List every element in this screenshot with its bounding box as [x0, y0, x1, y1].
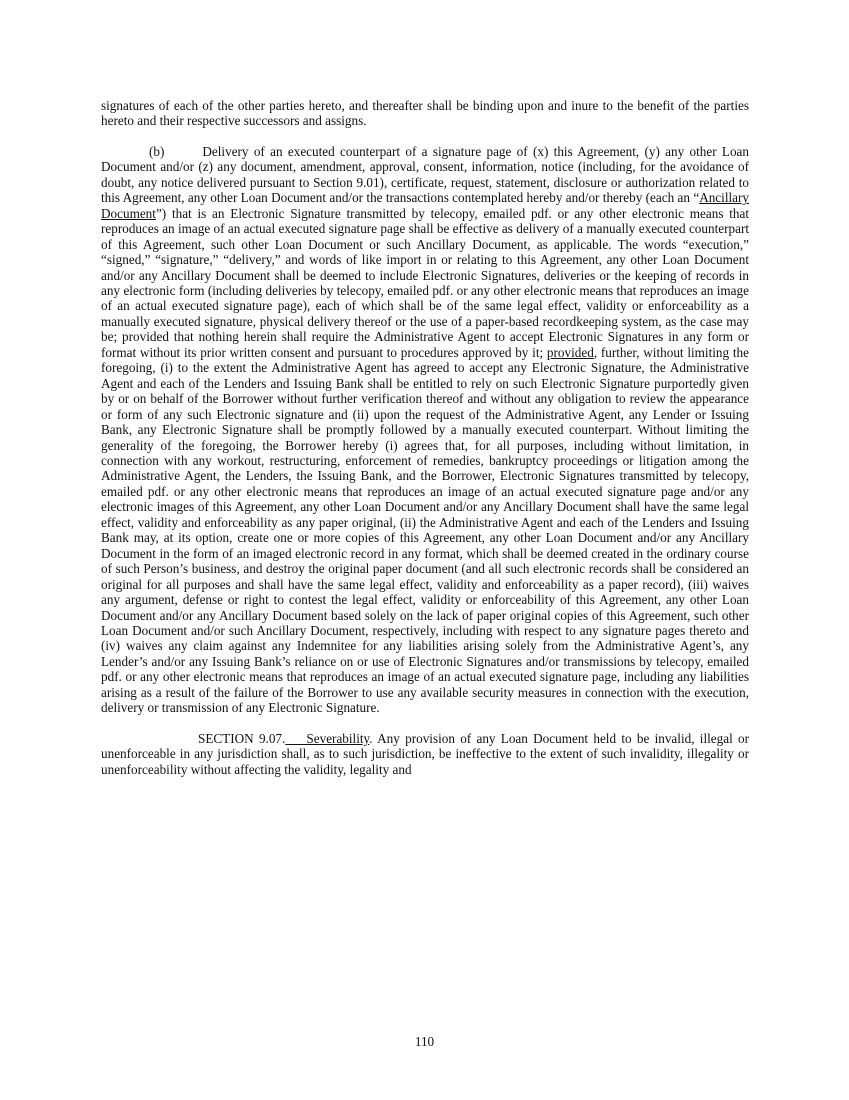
intro-paragraph: signatures of each of the other parties hereto, and thereafter shall be binding upon and inure to the benefit of the parties hereto and their respective successors and assigns. [101, 98, 749, 129]
section-number: SECTION 9.07. [198, 730, 286, 746]
paragraph-b-text-3: , further, without limiting the foregoing, (i) to the extent the Administrative Agent has agreed to accept any Electronic Signature, the Administrative Agent and each of the Lenders and Issuing Bank shall be entitled to rely on such Electronic Signature purportedly given by or on behalf of the Borrower without further verification thereof and without any obligation to review the appearance or form of any such Electronic signature and (ii) upon the request of the Administrative Agent, any Lender or Issuing Bank, any Electronic Signature shall be promptly followed by a manually executed counterpart. Without limiting the generality of the foregoing, the Borrower hereby (i) agrees that, for all purposes, including without limitation, in connection with any workout, restructuring, enforcement of remedies, bankruptcy proceedings or litigation among the Administrative Agent, the Lenders, the Issuing Bank, and the Borrower, Electronic Signatures transmitted by telecopy, emailed pdf. or any other electronic means that reproduces an image of an actual executed signature page and/or any electronic images of this Agreement, any other Loan Document and/or any Ancillary Document shall have the same legal effect, validity and enforceability as any paper original, (ii) the Administrative Agent and each of the Lenders and Issuing Bank may, at its option, create one or more copies of this Agreement, any other Loan Document and/or any Ancillary Document in the form of an imaged electronic record in any format, which shall be deemed created in the ordinary course of such Person’s business, and destroy the original paper document (and all such electronic records shall be considered an original for all purposes and shall have the same legal effect, validity and enforceability as a paper record), (iii) waives any argument, defense or right to contest the legal effect, validity or enforceability of this Agreement, any other Loan Document and/or any Ancillary Document based solely on the lack of paper original copies of this Agreement, such other Loan Document and/or such Ancillary Document, respectively, including with respect to any signature pages thereto and (iv) waives any claim against any Indemnitee for any liabilities arising solely from the Administrative Agent’s, any Lender’s and/or any Issuing Bank’s reliance on or use of Electronic Signatures and/or transmissions by telecopy, emailed pdf. or any other electronic means that reproduces an image of an actual executed signature page, including any liabilities arising as a result of the failure of the Borrower to use any available security measures in connection with the execution, delivery or transmission of any Electronic Signature. [101, 344, 749, 716]
paragraph-b [101, 144, 749, 716]
paragraph-b-text-2: ”) that is an Electronic Signature transmitted by telecopy, emailed pdf. or any other electronic means that reproduces an image of an actual executed signature page shall be effective as delivery of a manually executed counterpart of this Agreement, such other Loan Document or such Ancillary Document, as applicable. The words “execution,” “signed,” “signature,” “delivery,” and words of like import in or relating to this Agreement, any other Loan Document and/or any Ancillary Document shall be deemed to include Electronic Signatures, deliveries or the keeping of records in any electronic form (including deliveries by telecopy, emailed pdf. or any other electronic means that reproduces an image of an actual executed signature page), each of which shall be of the same legal effect, validity or enforceability as a manually executed signature, physical delivery thereof or the use of a paper-based recordkeeping system, as the case may be; provided that nothing herein shall require the Administrative Agent to accept Electronic Signatures in any form or format without its prior written consent and pursuant to procedures approved by it; [101, 205, 749, 360]
section-text: . Any provision of any Loan Document held to be invalid, illegal or unenforceable in any jurisdiction shall, as to such jurisdiction, be ineffective to the extent of such invalidity, illegality or unenforceability without affecting the validity, legality and [101, 730, 749, 777]
paragraph-spacer [101, 129, 749, 144]
paragraph-b-label: (b) [149, 143, 165, 159]
paragraph-b-text-1: Delivery of an executed counterpart of a signature page of (x) this Agreement, (y) any other Loan Document and/or (z) any document, amendment, approval, consent, information, notice (including, for the avoidance of doubt, any notice delivered pursuant to Section 9.01), certificate, request, statement, disclosure or authorization related to this Agreement, any other Loan Document and/or the transactions contemplated hereby and/or thereby (each an “ [101, 143, 749, 206]
section-heading-text: Severability [306, 730, 370, 746]
section-9-07-paragraph [101, 731, 749, 777]
section-heading [285, 731, 369, 746]
paragraph-spacer [101, 716, 749, 731]
defined-term-provided: provided [546, 344, 594, 360]
document-body [101, 98, 749, 777]
page-number: 110 [414, 1034, 435, 1049]
defined-term-ancillary-document: Ancillary Document [101, 190, 749, 221]
